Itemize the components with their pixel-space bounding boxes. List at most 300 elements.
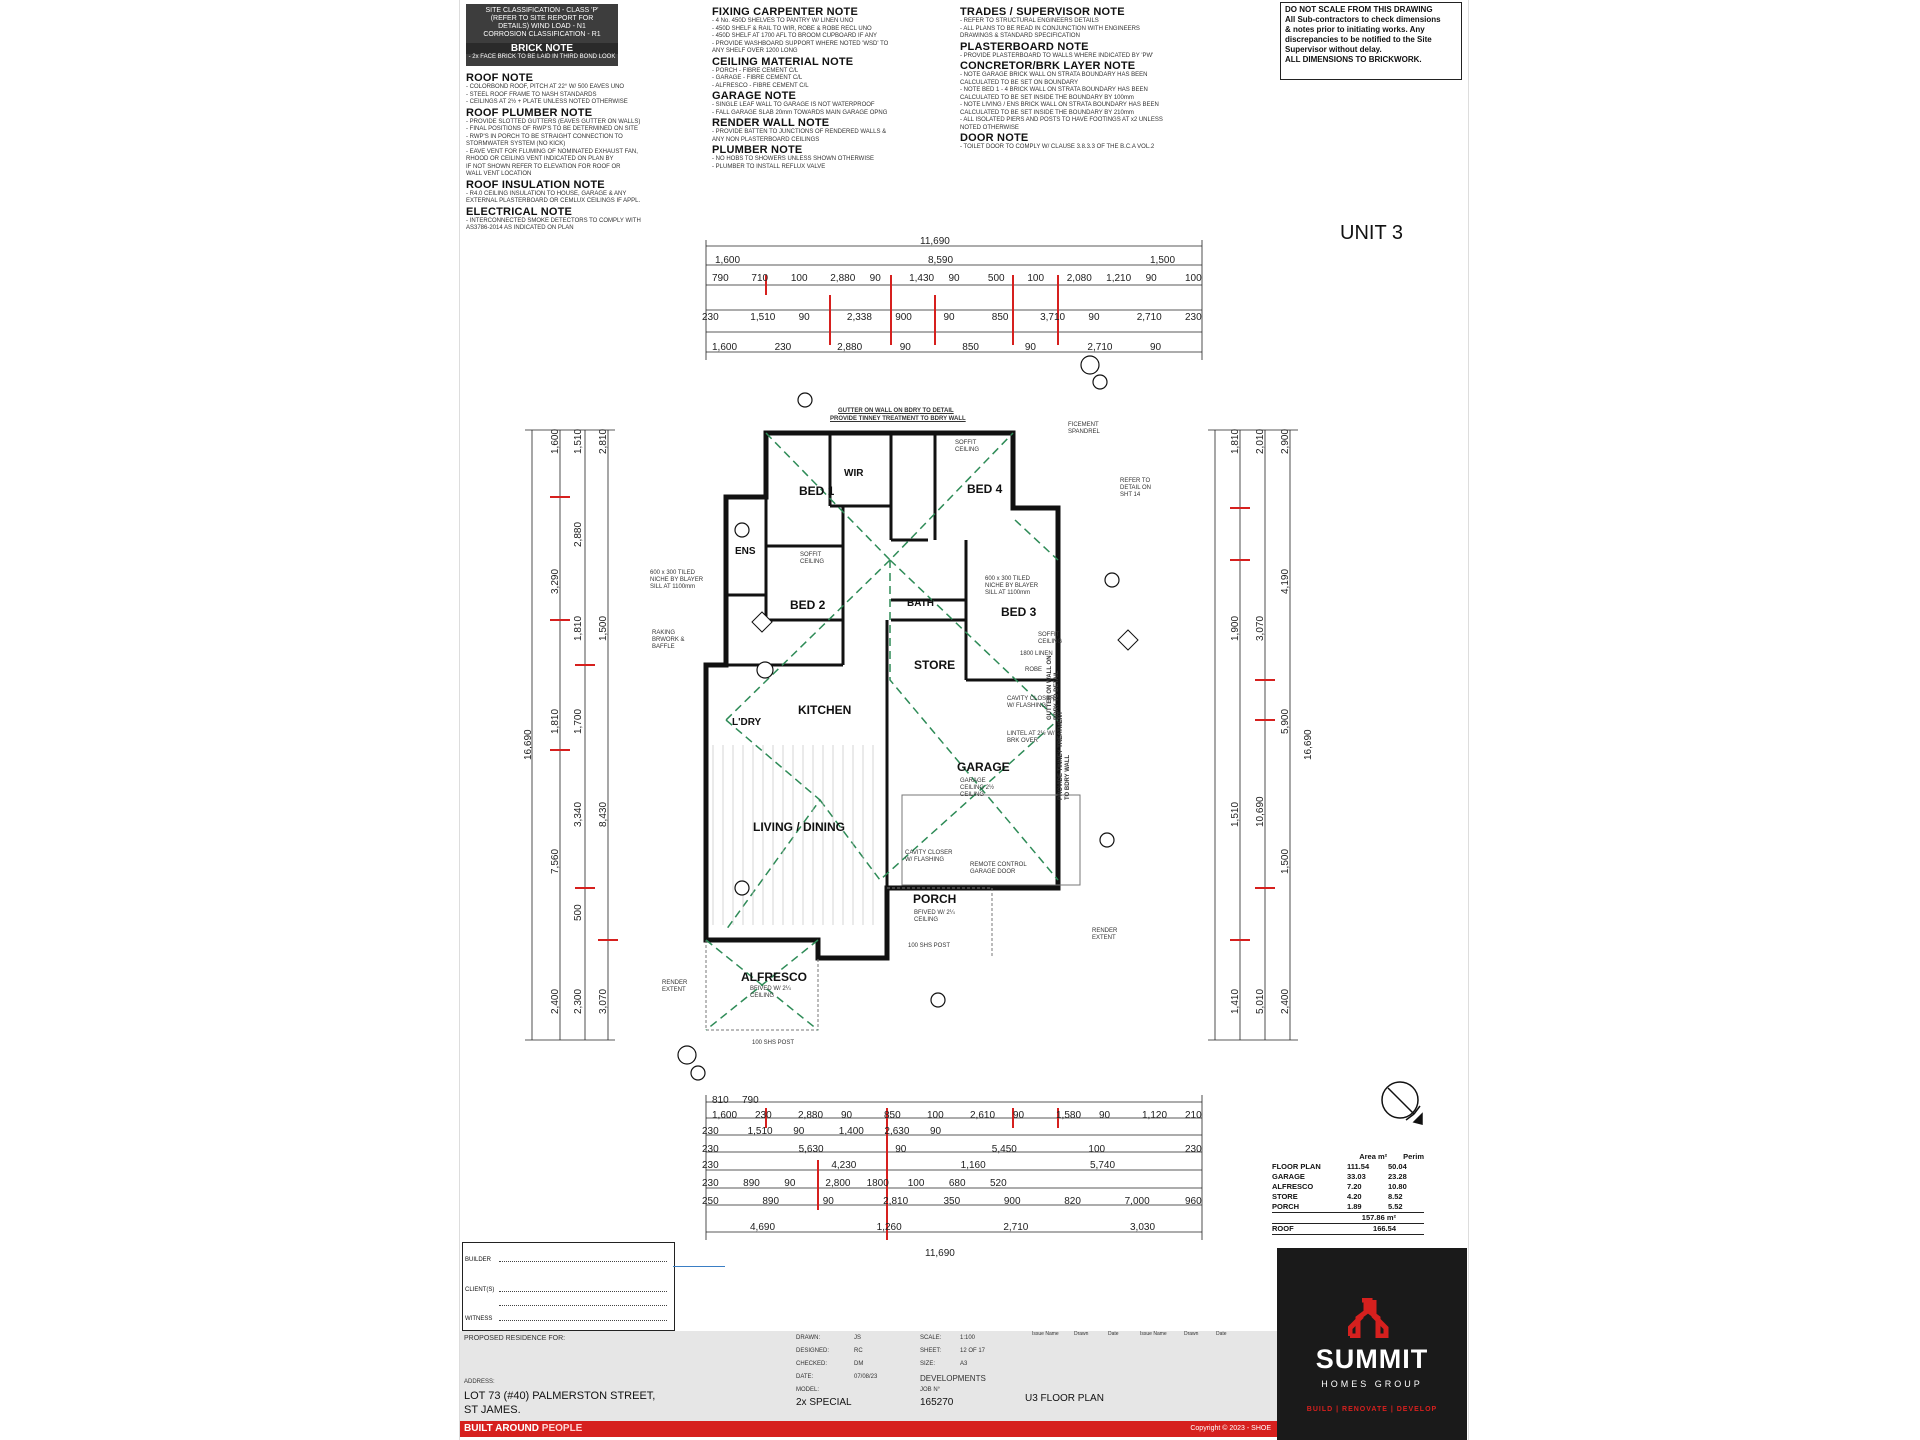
right-note-title: CONCRETOR/BRK LAYER NOTE [960, 60, 1136, 72]
dim-left-overall: 16,690 [523, 729, 534, 760]
client-signature-line[interactable] [499, 1291, 667, 1292]
left-note-line: - EAVE VENT FOR FLUMING OF NOMINATED EXHAUST FAN, [466, 148, 638, 155]
dim-bottom-row7: 900 [1003, 1196, 1021, 1207]
left-note-line: STORMWATER SYSTEM (NO KICK) [466, 141, 566, 147]
room-bed3: BED 3 [1001, 605, 1037, 619]
area-row [1272, 1162, 1424, 1172]
room-wir: WIR [844, 468, 864, 479]
area-cell-name: PORCH [1272, 1202, 1300, 1211]
left-note-title: ELECTRICAL NOTE [466, 205, 573, 218]
developments-label: DEVELOPMENTS [920, 1374, 986, 1383]
dim-top-row3: 100 [1185, 273, 1202, 284]
dim-top-row5: 230 [774, 342, 792, 353]
dim-top-row4: 90 [1088, 312, 1100, 323]
site-classification-text: SITE CLASSIFICATION - CLASS 'P' (REFER TO SITE REPORT FOR DETAILS) WIND LOAD - N1 CORROSION CLASSIFICATION - R1 [483, 7, 601, 38]
dim-bottom-row2: 100 [927, 1110, 944, 1121]
left-note-line: - INTERCONNECTED SMOKE DETECTORS TO COMPLY WITH [466, 217, 641, 224]
dim-bottom-row8: 2,710 [1003, 1222, 1029, 1233]
dim-left-mid: 1,510 [573, 428, 584, 454]
mid-note-line: - PROVIDE BATTEN TO JUNCTIONS OF RENDERED WALLS & [712, 129, 887, 135]
note-shs-post-alfresco: 100 SHS POST [752, 1040, 795, 1046]
dim-bottom-row8: 1,260 [876, 1222, 902, 1233]
right-note-line: - PROVIDE PLASTERBOARD TO WALLS WHERE INDICATED BY 'PW' [960, 52, 1154, 59]
dim-top-row3: 90 [1145, 273, 1157, 284]
dim-bottom-row4: 90 [895, 1144, 907, 1155]
dim-right-seg: 2,900 [1280, 428, 1291, 454]
dim-top-row4: 90 [798, 312, 810, 323]
mid-note-line: ANY NON PLASTERBOARD CEILINGS [712, 136, 820, 143]
dim-top-left: 1,600 [715, 255, 741, 266]
mid-note-line: - 450D SHELF AT 1700 AFL TO BROOM CUPBOARD IF ANY [712, 33, 878, 39]
dim-bottom-row8: 3,030 [1130, 1222, 1156, 1233]
dim-left-seg: 1,600 [550, 428, 561, 454]
dim-bottom-row3: 1,400 [838, 1126, 864, 1137]
dim-top-row3: 710 [751, 273, 769, 284]
dim-bottom-row5: 4,230 [831, 1160, 857, 1171]
area-cell-area: 1.89 [1347, 1202, 1362, 1211]
note-porch-ceiling: BFIVED W/ 2¼ CEILING [914, 910, 955, 923]
area-cell-name: GARAGE [1272, 1172, 1305, 1181]
right-note-line: DRAWINGS & STANDARD SPECIFICATION [960, 33, 1080, 39]
right-note-line: - ALL PLANS TO BE READ IN CONJUNCTION WITH ENGINEERS [960, 25, 1140, 32]
left-note-line: - STEEL ROOF FRAME TO NASH STANDARDS [466, 91, 597, 98]
dim-bottom-row6: 230 [702, 1178, 719, 1189]
dim-bottom-row7: 250 [702, 1196, 719, 1207]
dim-top-row5: 1,600 [712, 342, 738, 353]
dim-bottom-row5: 230 [702, 1160, 719, 1171]
note-robe: ROBE [1025, 667, 1043, 673]
right-note-line: - TOILET DOOR TO COMPLY W/ CLAUSE 3.8.3.3 OF THE B.C.A VOL.2 [960, 144, 1155, 150]
right-note-line: - ALL ISOLATED PIERS AND POSTS TO HAVE FOOTINGS AT x2 UNLESS [960, 117, 1163, 123]
mid-note-line: - PORCH - FIBRE CEMENT C/L [712, 67, 799, 74]
right-note-line: - REFER TO STRUCTURAL ENGINEERS DETAILS [960, 18, 1099, 24]
mid-note-title: FIXING CARPENTER NOTE [712, 6, 858, 18]
dim-top-row4: 230 [702, 312, 719, 323]
area-header-area: Area m² [1359, 1152, 1388, 1161]
dim-bottom-row7: 960 [1185, 1196, 1202, 1207]
dim-right-seg: 2,400 [1280, 988, 1291, 1014]
address-suburb: ST JAMES. [464, 1404, 521, 1416]
mid-note-line: - NO HOBS TO SHOWERS UNLESS SHOWN OTHERWISE [712, 156, 875, 162]
room-garage: GARAGE [957, 760, 1010, 774]
room-kitchen: KITCHEN [798, 703, 852, 717]
area-header-perim: Perim [1403, 1152, 1424, 1161]
dim-top-row5: 2,880 [837, 342, 863, 353]
area-cell-perim: 5.52 [1388, 1202, 1403, 1211]
dim-left-inner: 2,810 [598, 428, 609, 454]
footer-bar [460, 1421, 1277, 1437]
scale-value: 1:100 [960, 1335, 976, 1341]
mid-note-title: CEILING MATERIAL NOTE [712, 55, 854, 68]
dim-top-row4: 2,710 [1136, 312, 1162, 323]
slogan: BUILT AROUND PEOPLE [464, 1423, 583, 1434]
right-note-line: CALCULATED TO BE SET ON BOUNDARY [960, 79, 1079, 86]
right-note-line: CALCULATED TO BE SET INSIDE THE BOUNDARY BY 100mm [960, 94, 1134, 101]
note-niche-bath: 600 x 300 TILED NICHE BY BLAYER SILL AT 1100mm [985, 576, 1039, 596]
dim-bottom-row2: 1,580 [1056, 1110, 1082, 1121]
mid-note-title: PLUMBER NOTE [712, 144, 803, 156]
dim-top-row5: 90 [899, 342, 911, 353]
unit-label: UNIT 3 [1340, 222, 1403, 244]
size-value: A3 [960, 1361, 968, 1367]
room-bed1: BED 1 [799, 484, 835, 498]
checked-value: DM [854, 1361, 864, 1367]
size-label: SIZE: [920, 1361, 936, 1367]
brick-note-line: - 2x FACE BRICK TO BE LAID IN THIRD BOND LOOK [468, 54, 616, 60]
dim-bottom-row6: 100 [907, 1178, 925, 1189]
dim-left-mid: 1,810 [573, 615, 584, 641]
dim-bottom-row3: 90 [930, 1126, 942, 1137]
designed-label: DESIGNED: [796, 1348, 830, 1354]
rev-header-1: Issue Name [1032, 1331, 1059, 1337]
floor-plan-drawing [460, 0, 1468, 1240]
north-point [1382, 1082, 1422, 1124]
dim-right-inner: 1,810 [1230, 428, 1241, 454]
right-note-line: - NOTE LIVING / ENS BRICK WALL ON STRATA BOUNDARY HAS BEEN [960, 102, 1159, 108]
left-note-line: - CEILINGS AT 2½ + PLATE UNLESS NOTED OTHERWISE [466, 99, 628, 105]
dim-top-row4: 900 [895, 312, 912, 323]
area-row [1272, 1192, 1424, 1202]
signature-box [462, 1242, 675, 1331]
dim-bottom-row7: 350 [943, 1196, 961, 1207]
model-label: MODEL: [796, 1387, 820, 1393]
dim-left-seg: 7,560 [550, 848, 561, 874]
dim-bottom-row5: 5,740 [1090, 1160, 1116, 1171]
dim-left-inner: 1,500 [598, 615, 609, 641]
right-dimension-lines [1208, 430, 1298, 1040]
dim-bottom-row4: 5,450 [991, 1144, 1017, 1155]
left-note-title: ROOF PLUMBER NOTE [466, 106, 593, 119]
dim-left-mid: 1,700 [573, 708, 584, 734]
dim-top-row4: 2,338 [846, 312, 872, 323]
note-alfresco-ceiling: BFIVED W/ 2¼ CEILING [750, 986, 791, 999]
dim-left-mid: 3,340 [573, 802, 584, 828]
dim-bottom-row4: 5,630 [798, 1144, 824, 1155]
right-note-line: - NOTE GARAGE BRICK WALL ON STRATA BOUNDARY HAS BEEN [960, 72, 1148, 78]
room-bath: BATH [907, 598, 935, 609]
dim-bottom-row2: 850 [884, 1110, 901, 1121]
mid-note-line: - PLUMBER TO INSTALL REFLUX VALVE [712, 163, 826, 170]
mid-note-title: GARAGE NOTE [712, 90, 797, 102]
dim-top-row5: 850 [962, 342, 979, 353]
drawn-label: DRAWN: [796, 1335, 821, 1341]
dim-bottom-row6: 680 [948, 1178, 966, 1189]
note-linen: 1800 LINEN [1020, 651, 1053, 657]
dim-bottom-row2: 90 [1013, 1110, 1025, 1121]
client-signature-line-2[interactable] [499, 1305, 667, 1306]
left-note-line: WALL VENT LOCATION [466, 171, 532, 177]
dim-right-mid: 2,010 [1255, 428, 1266, 454]
dim-bottom-row1: 810 [712, 1095, 729, 1106]
proposed-label: PROPOSED RESIDENCE FOR: [464, 1335, 566, 1342]
dim-right-inner: 1,510 [1230, 802, 1241, 828]
dim-bottom-row3: 90 [793, 1126, 805, 1137]
dim-bottom-row2: 90 [1099, 1110, 1111, 1121]
dim-bottom-row4: 230 [702, 1144, 719, 1155]
date-label: DATE: [796, 1374, 814, 1380]
dim-top-row3: 90 [948, 273, 960, 284]
dim-left-seg: 1,810 [550, 708, 561, 734]
right-note-title: TRADES / SUPERVISOR NOTE [960, 6, 1125, 18]
dim-bottom-row3: 230 [702, 1126, 719, 1137]
dim-bottom-row4: 100 [1088, 1144, 1106, 1155]
sheet-value: 12 OF 17 [960, 1348, 986, 1354]
mid-note-line: - 4 No. 450D SHELVES TO PANTRY W/ LINEN UNO [712, 18, 854, 24]
area-rows [1272, 1162, 1424, 1212]
area-cell-area: 4.20 [1347, 1192, 1362, 1201]
scale-label: SCALE: [920, 1335, 942, 1341]
left-note-line: - COLORBOND ROOF, PITCH AT 22° W/ 500 EAVES UNO [466, 84, 625, 90]
dim-bottom-row2: 210 [1185, 1110, 1202, 1121]
mid-note-line: ANY SHELF OVER 1200 LONG [712, 48, 798, 54]
room-store: STORE [914, 658, 956, 672]
brand-group: HOMES GROUP [1321, 1379, 1423, 1389]
dim-bottom-overall: 11,690 [925, 1248, 955, 1259]
area-cell-perim: 50.04 [1388, 1162, 1407, 1171]
mid-note-title: RENDER WALL NOTE [712, 117, 830, 129]
area-cell-name: FLOOR PLAN [1272, 1162, 1321, 1171]
area-row [1272, 1182, 1424, 1192]
left-note-line: EXTERNAL PLASTERBOARD OR CEMLUX CEILINGS IF APPL. [466, 198, 641, 204]
area-roof-value: 166.54 [1373, 1224, 1396, 1233]
copyright: Copyright © 2023 - SHOE [1190, 1425, 1271, 1432]
dim-top-row4: 90 [943, 312, 955, 323]
right-note-line: - NOTE BED 1 - 4 BRICK WALL ON STRATA BOUNDARY HAS BEEN [960, 87, 1148, 93]
dim-top-row3: 100 [1027, 273, 1045, 284]
left-note-title: ROOF INSULATION NOTE [466, 178, 605, 191]
address-line: LOT 73 (#40) PALMERSTON STREET, [464, 1390, 656, 1402]
job-label: JOB N° [920, 1387, 941, 1393]
outer-wall [706, 433, 1058, 958]
dim-left-seg: 2,400 [550, 988, 561, 1014]
summit-logo-icon [1348, 1298, 1398, 1338]
dim-top-row3: 90 [869, 273, 881, 284]
dim-top-right: 1,500 [1150, 255, 1176, 266]
dim-left-inner: 3,070 [598, 988, 609, 1014]
dim-bottom-row1: 790 [742, 1095, 759, 1106]
area-cell-area: 111.54 [1347, 1162, 1370, 1171]
brick-note-title: BRICK NOTE [466, 43, 618, 54]
mid-note-line: - 450D SHELF & RAIL TO WIR, ROBE & ROBE RECL UNO [712, 25, 872, 32]
area-total: 157.86 m² [1361, 1213, 1396, 1222]
dim-bottom-row3: 2,630 [884, 1126, 910, 1137]
room-laundry: L'DRY [732, 717, 762, 728]
note-soffit-bed2: SOFFIT CEILING [800, 552, 825, 565]
dim-top-row5: 90 [1024, 342, 1036, 353]
note-remote-garage-door: REMOTE CONTROL GARAGE DOOR [970, 862, 1027, 875]
left-note-title: ROOF NOTE [466, 72, 534, 84]
dim-top-row4: 230 [1185, 312, 1202, 323]
dim-bottom-row6: 520 [990, 1178, 1007, 1189]
note-niche-ens: 600 x 300 TILED NICHE BY BLAYER SILL AT 1100mm [650, 570, 704, 590]
area-cell-name: STORE [1272, 1192, 1298, 1201]
dim-bottom-row7: 820 [1064, 1196, 1081, 1207]
area-cell-name: ALFRESCO [1272, 1182, 1314, 1191]
area-cell-area: 7.20 [1347, 1182, 1362, 1191]
left-note-line: - R4.0 CEILING INSULATION TO HOUSE, GARAGE & ANY [466, 190, 627, 197]
brand-tagline: BUILD | RENOVATE | DEVELOP [1306, 1406, 1438, 1413]
note-tinney-top: PROVIDE TINNEY TREATMENT TO BDRY WALL [830, 416, 966, 422]
drawn-value: JS [854, 1335, 862, 1341]
dim-right-seg: 4,190 [1280, 568, 1291, 594]
dim-left-mid: 2,300 [573, 988, 584, 1014]
right-note-title: DOOR NOTE [960, 132, 1029, 144]
dim-bottom-row2: 1,600 [712, 1110, 738, 1121]
dim-top-row3: 2,880 [830, 273, 856, 284]
checked-label: CHECKED: [796, 1361, 828, 1367]
brand-name: SUMMIT [1315, 1344, 1429, 1374]
witness-signature-line[interactable] [499, 1320, 667, 1321]
note-cavity-closer-1: CAVITY CLOSER W/ FLASHING [1007, 696, 1055, 709]
builder-signature-line[interactable] [499, 1261, 667, 1262]
client-label: CLIENT(S) [465, 1287, 495, 1293]
title-block [460, 1331, 1277, 1435]
note-raking-brickwork: RAKING BRWORK & BAFFLE [652, 630, 685, 650]
dim-bottom-row2: 2,610 [970, 1110, 996, 1121]
dim-right-mid: 10,690 [1255, 796, 1266, 828]
disclaimer-box: DO NOT SCALE FROM THIS DRAWING All Sub-contractors to check dimensions & notes prior to initiating works. Any discrepancies to be notified to the Site Supervisor without delay. ALL DIMENSIONS TO BRICKWORK. [1280, 2, 1462, 80]
plan-name: U3 FLOOR PLAN [1025, 1393, 1104, 1404]
model-value: 2x SPECIAL [796, 1397, 852, 1408]
left-note-line: RHOOD OR CEILING VENT INDICATED ON PLAN BY [466, 156, 614, 162]
note-render-extent-right: RENDER EXTENT [1092, 928, 1118, 941]
sheet-label: SHEET: [920, 1348, 942, 1354]
note-refer-detail: REFER TO DETAIL ON SHT 14 [1120, 478, 1152, 498]
builder-label: BUILDER [465, 1257, 492, 1263]
right-note-line: CALCULATED TO BE SET INSIDE THE BOUNDARY BY 210mm [960, 109, 1134, 116]
area-cell-perim: 8.52 [1388, 1192, 1403, 1201]
dim-bottom-row7: 890 [762, 1196, 780, 1207]
dim-right-seg: 5,900 [1280, 708, 1291, 734]
dim-top-overall: 11,690 [920, 236, 950, 247]
rev-header-3: Date [1108, 1331, 1119, 1337]
note-gutter-top: GUTTER ON WALL ON BDRY TO DETAIL [838, 408, 954, 414]
left-note-line: - RWP'S IN PORCH TO BE STRAIGHT CONNECTION TO [466, 133, 623, 140]
dim-top-row3: 1,210 [1106, 273, 1132, 284]
dim-top-row3: 500 [987, 273, 1005, 284]
dim-bottom-row4: 230 [1185, 1144, 1202, 1155]
dim-bottom-row7: 7,000 [1124, 1196, 1150, 1207]
dim-top-row4: 3,710 [1040, 312, 1066, 323]
rev-header-5: Drawn [1184, 1331, 1199, 1337]
left-dimension-lines [525, 430, 615, 1040]
note-render-extent-left: RENDER EXTENT [662, 980, 688, 993]
right-note-line: NOTED OTHERWISE [960, 124, 1019, 131]
room-bed2: BED 2 [790, 598, 826, 612]
left-note-line: IF NOT SHOWN REFER TO ELEVATION FOR ROOF OR [466, 163, 621, 170]
mid-note-line: - FALL GARAGE SLAB 20mm TOWARDS MAIN GARAGE OPNG [712, 109, 888, 116]
dim-right-inner: 1,410 [1230, 988, 1241, 1014]
dim-bottom-row6: 890 [743, 1178, 760, 1189]
note-cavity-closer-2: CAVITY CLOSER W/ FLASHING [905, 850, 953, 863]
dim-left-mid: 2,880 [573, 522, 584, 548]
note-fibre-spandrel: FICEMENT SPANDREL [1068, 422, 1100, 435]
room-alfresco: ALFRESCO [741, 970, 807, 984]
drawing-sheet [460, 0, 1468, 1440]
mid-note-line: - SINGLE LEAF WALL TO GARAGE IS NOT WATERPROOF [712, 102, 875, 108]
rev-header-4: Issue Name [1140, 1331, 1167, 1337]
dim-bottom-row2: 1,120 [1142, 1110, 1168, 1121]
rev-header-6: Date [1216, 1331, 1227, 1337]
area-table [1272, 1152, 1424, 1235]
dim-right-mid: 3,070 [1255, 615, 1266, 641]
dim-bottom-row7: 90 [822, 1196, 834, 1207]
right-note-title: PLASTERBOARD NOTE [960, 40, 1089, 53]
area-cell-perim: 23.28 [1388, 1172, 1407, 1181]
mid-note-line: - GARAGE - FIBRE CEMENT C/L [712, 75, 803, 81]
summit-logo-panel [1277, 1248, 1467, 1440]
dim-left-inner: 8,430 [598, 802, 609, 828]
dim-right-mid: 5,010 [1255, 988, 1266, 1014]
dim-bottom-row6: 90 [784, 1178, 796, 1189]
room-bed4: BED 4 [967, 482, 1003, 496]
dim-bottom-row3: 1,510 [747, 1126, 773, 1137]
witness-label: WITNESS [465, 1316, 493, 1322]
dim-bottom-row7: 2,810 [883, 1196, 909, 1207]
left-note-line: AS3786-2014 AS INDICATED ON PLAN [466, 225, 574, 231]
date-value: 07/08/23 [854, 1374, 878, 1380]
note-gutter-side: GUTTER ON WALL ON BDRY TO DETAIL [1047, 655, 1060, 720]
dim-top-row5: 2,710 [1087, 342, 1113, 353]
dim-bottom-row2: 2,880 [798, 1110, 824, 1121]
area-row [1272, 1202, 1424, 1212]
address-label: ADDRESS: [464, 1379, 495, 1385]
dim-top-inner: 8,590 [928, 255, 954, 266]
dim-top-row3: 100 [790, 273, 808, 284]
dim-top-row5: 90 [1150, 342, 1162, 353]
note-garage-ceiling: GARAGE CEILING 2½ CEILING [960, 778, 995, 798]
bottom-dimension-lines [706, 1095, 1202, 1240]
area-roof-name: ROOF [1272, 1224, 1294, 1233]
job-value: 165270 [920, 1397, 954, 1408]
dim-top-row3: 1,430 [909, 273, 935, 284]
dim-bottom-row6: 1800 [866, 1178, 889, 1189]
area-cell-area: 33.03 [1347, 1172, 1366, 1181]
dim-bottom-row6: 2,800 [825, 1178, 851, 1189]
note-tinney-side: PROVIDE TINNEY TREATMENT TO BDRY WALL [1058, 711, 1071, 800]
dim-left-mid: 500 [573, 903, 584, 921]
left-note-line: - FINAL POSITIONS OF RWP'S TO BE DETERMINED ON SITE [466, 126, 638, 132]
dim-bottom-row2: 230 [755, 1110, 772, 1121]
area-row [1272, 1172, 1424, 1182]
dim-top-row4: 850 [991, 312, 1009, 323]
dim-bottom-row5: 1,160 [960, 1160, 986, 1171]
dim-top-row4: 1,510 [750, 312, 776, 323]
mid-note-line: - ALFRESCO - FIBRE CEMENT C/L [712, 82, 809, 89]
rev-header-2: Drawn [1074, 1331, 1089, 1337]
room-living-dining: LIVING / DINING [753, 820, 846, 834]
mid-note-line: - PROVIDE WASHBOARD SUPPORT WHERE NOTED 'WSD' TO [712, 40, 889, 47]
note-lintel: LINTEL AT 2½ W/ BRK OVER [1007, 731, 1055, 744]
dim-top-row3: 2,080 [1066, 273, 1092, 284]
dim-top-row3: 790 [712, 273, 729, 284]
room-porch: PORCH [913, 892, 957, 906]
dim-bottom-row2: 90 [841, 1110, 853, 1121]
note-soffit-bed3: SOFFIT CEILING [1038, 632, 1063, 645]
designed-value: RC [854, 1348, 863, 1354]
note-shs-post-porch: 100 SHS POST [908, 943, 951, 949]
left-note-line: - PROVIDE SLOTTED GUTTERS (EAVES GUTTER ON WALLS) [466, 118, 641, 125]
room-ens: ENS [735, 546, 756, 557]
dim-right-inner: 1,900 [1230, 615, 1241, 641]
dim-right-overall: 16,690 [1303, 729, 1314, 760]
dim-left-seg: 3,290 [550, 568, 561, 594]
dim-right-seg: 1,500 [1280, 848, 1291, 874]
dim-bottom-row8: 4,690 [750, 1222, 776, 1233]
blue-marker-line [673, 1266, 725, 1267]
area-cell-perim: 10.80 [1388, 1182, 1407, 1191]
note-soffit-bed4: SOFFIT CEILING [955, 440, 980, 453]
